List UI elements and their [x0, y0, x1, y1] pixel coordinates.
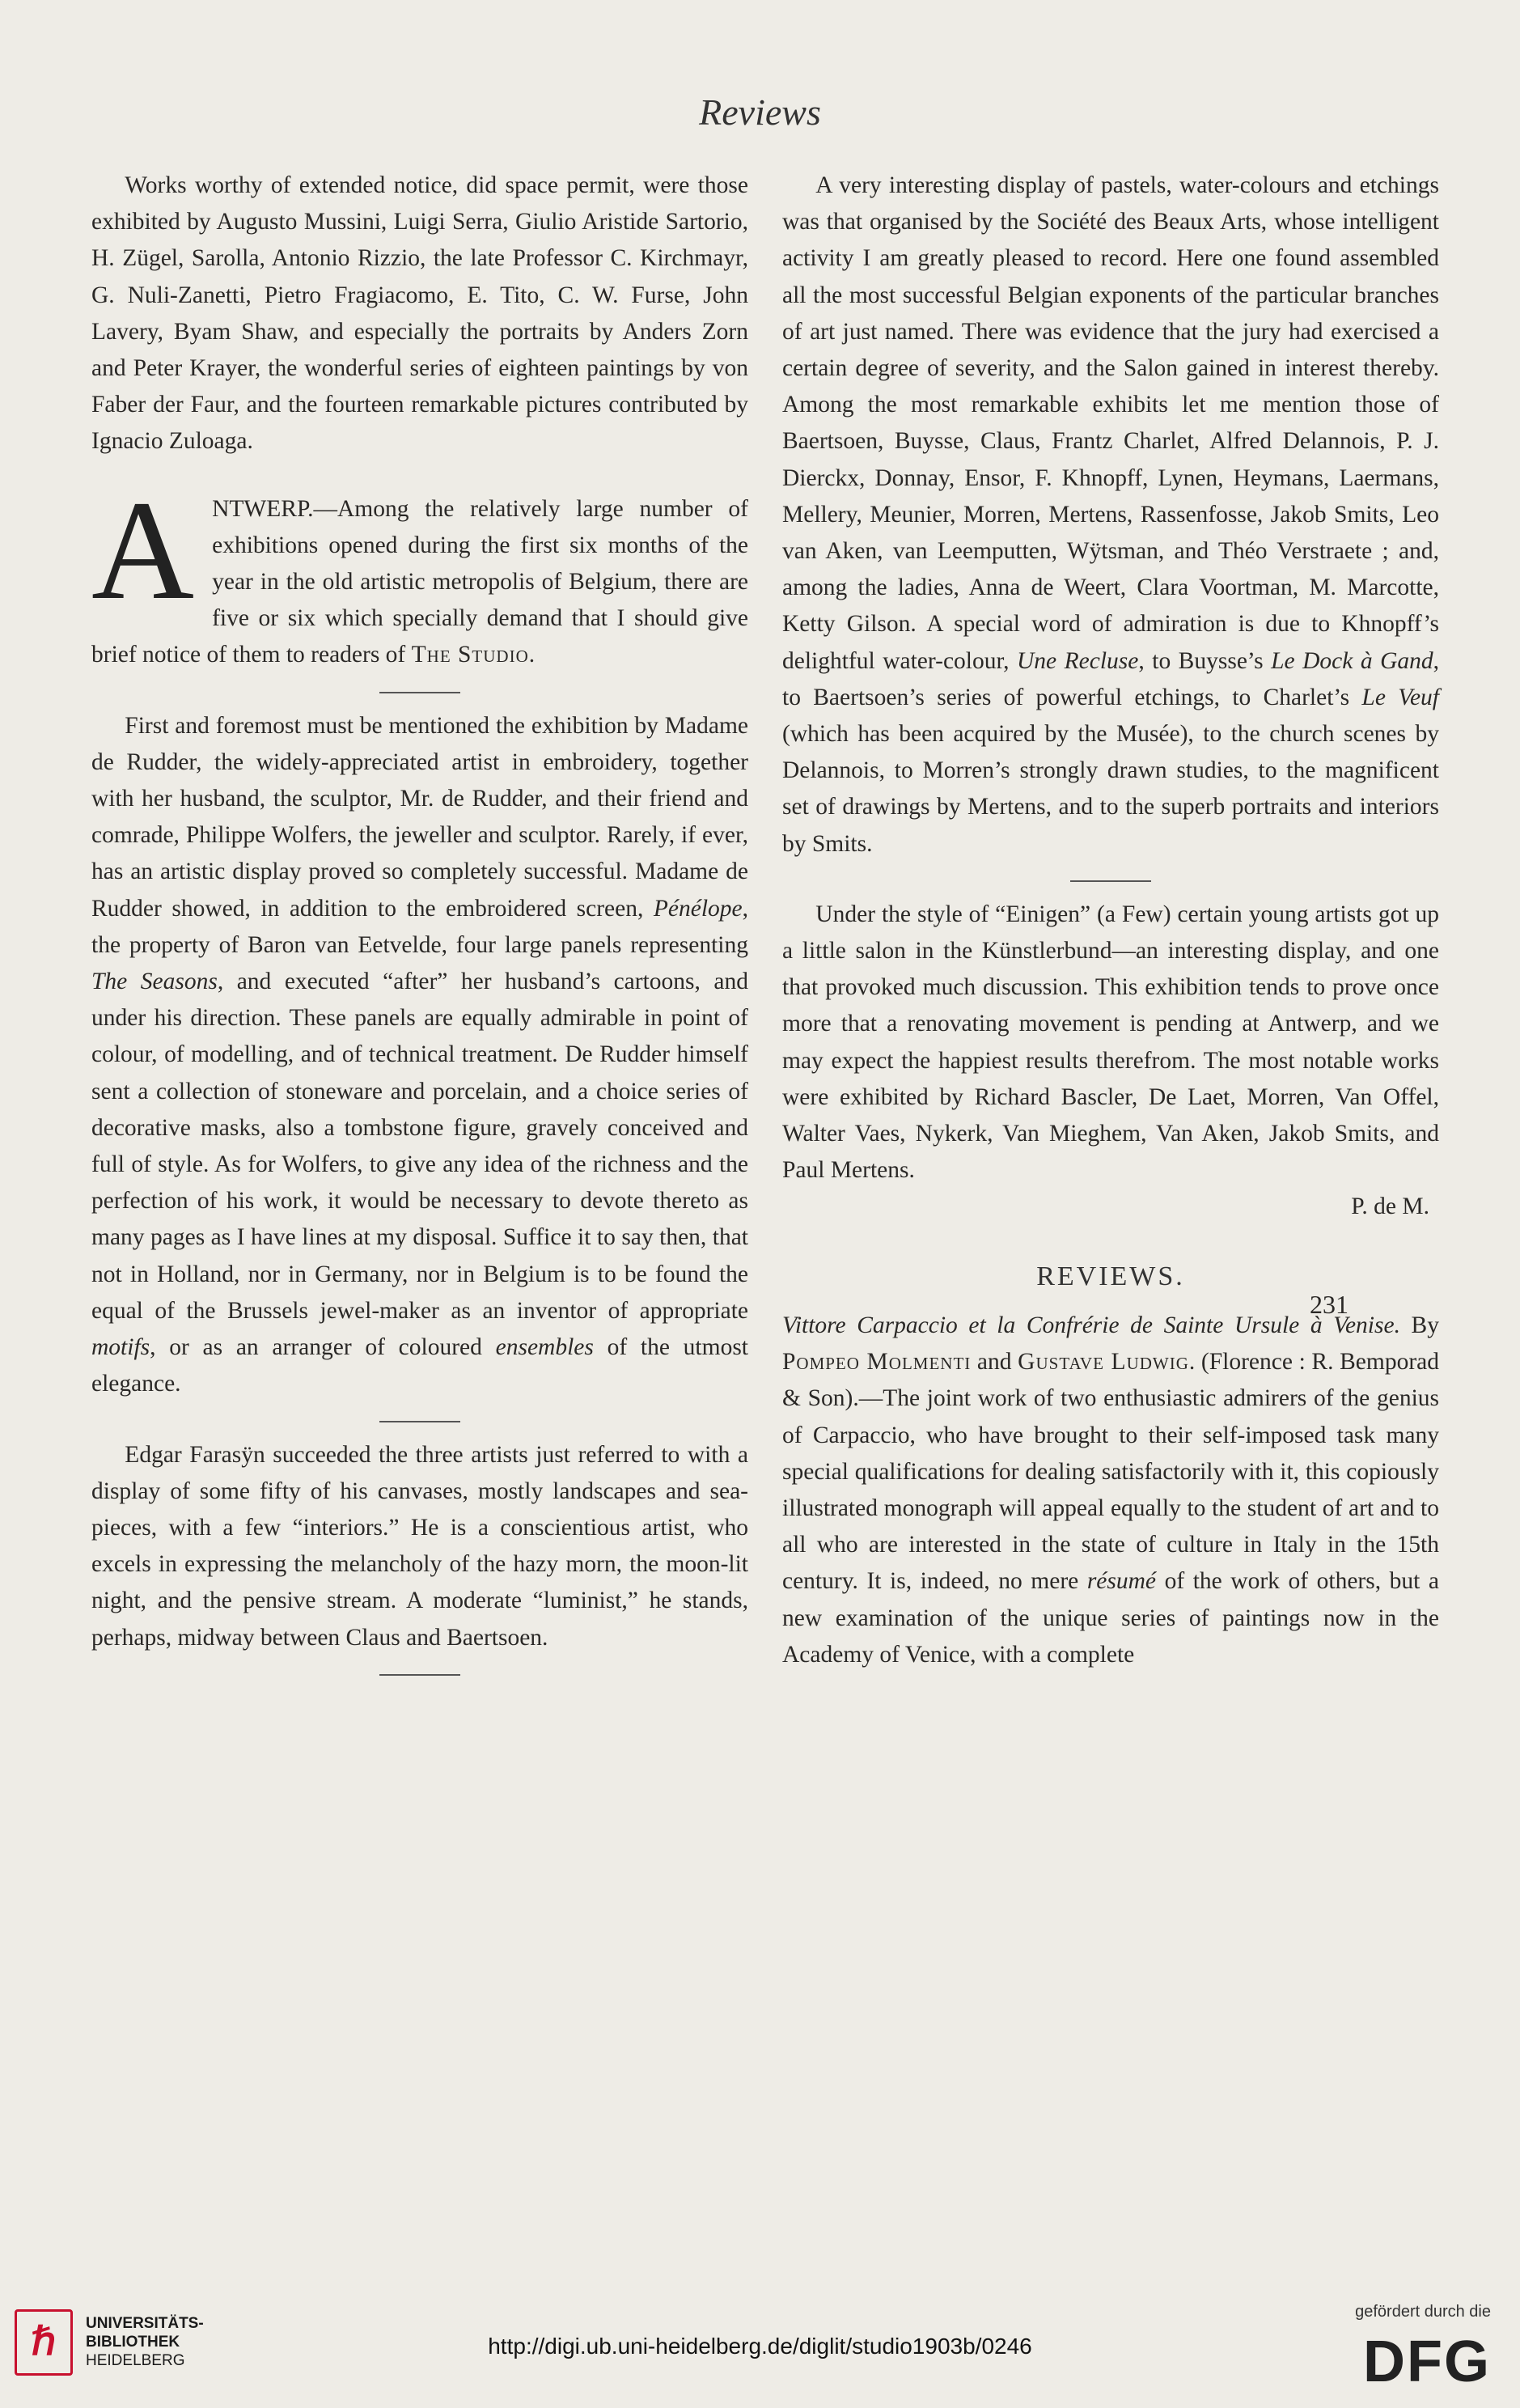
artwork-title: Pénélope [653, 895, 743, 922]
paragraph: A very interesting display of pastels, water-colours and etchings was that organised by the Société des Beaux Arts, whose intelligent activity I am greatly pleased to record. Here one found assembled all the most successful Belgian exponents of the particular branches of art just named. There was evidence that the jury had exercised a certain degree of severity, and the Salon gained in interest thereby. Among the most remarkable exhibits let me mention those of Baertsoen, Buysse, Claus, Frantz Charlet, Alfred Delannois, P. J. Dierckx, Donnay, Ensor, F. Khnopff, Lynen, Heymans, Laermans, Mellery, Meunier, Morren, Mertens, Rassenfosse, Jakob Smits, Leo van Aken, van Leemputten, Wÿtsman, and Théo Verstraete ; and, among the ladies, Anna de Weert, Clara Voortman, M. Marcotte, Ketty Gilson. A special word of admiration is due to Khnopff’s delightful water-colour, Une Recluse, to Buysse’s Le Dock à Gand, to Baertsoen’s series of powerful etchings, to Charlet’s Le Veuf (which has been acquired by the Musée), to the church scenes by Delannois, to Morren’s strongly drawn studies, to the magnificent set of drawings by Mertens, and to the superb portraits and interiors by Smits. [782, 172, 1440, 857]
section-divider [1070, 880, 1151, 882]
section-divider [379, 1674, 460, 1676]
author-name: Gustave Ludwig [1018, 1349, 1189, 1376]
permalink-url[interactable]: http://digi.ub.uni-heidelberg.de/diglit/studio1903b/0246 [488, 2334, 1032, 2359]
paragraph: Works worthy of extended notice, did space permit, were those exhibited by Augusto Mussini, Luigi Serra, Giulio Aristide Sartorio, H. Zügel, Sarolla, Antonio Rizzio, the late Professor C. Kirchmayr, G. Nuli-Zanetti, Pietro Fragiacomo, E. Tito, C. W. Furse, John Lavery, Byam Shaw, and especially the portraits by Anders Zorn and Peter Krayer, the wonderful series of eighteen paintings by von Faber der Faur, and the fourteen remarkable pictures contributed by Ignacio Zuloaga. [91, 172, 748, 455]
artwork-title: Une Recluse [1017, 647, 1139, 674]
library-emblem-icon: ℏ [15, 2309, 73, 2376]
artwork-title: Le Veuf [1361, 684, 1440, 710]
paragraph: Under the style of “Einigen” (a Few) certain young artists got up a little salon in the Künstlerbund—an interesting display, and one that provoked much discussion. This exhibition tends to prove once more that a renovating movement is pending at Antwerp, and we may expect the happiest results therefrom. The most notable works were exhibited by Richard Bascler, De Laet, Morren, Van Offel, Walter Vaes, Nykerk, Van Mieghem, Van Aken, Jakob Smits, and Paul Mertens. [782, 901, 1439, 1184]
paragraph-antwerp: ANTWERP.—Among the relatively large number of exhibitions opened during the first six months of the year in the old artistic metropolis of Belgium, there are five or six which specially demand that I should give brief notice of them to readers of The Studio. [91, 471, 748, 668]
section-heading: REVIEWS. [1036, 1261, 1185, 1291]
artwork-title: Le Dock à Gand [1271, 647, 1433, 674]
artwork-title: The Seasons [91, 969, 218, 995]
right-column [782, 167, 1439, 1673]
digitization-footer [0, 2262, 1520, 2408]
running-head: Reviews [699, 91, 821, 133]
section-divider [379, 1421, 460, 1422]
paragraph: Edgar Farasÿn succeeded the three artists just referred to with a display of some fifty of his canvases, mostly landscapes and sea-pieces, with a few “interiors.” He is a conscientious artist, who excels in expressing the melancholy of the hazy morn, the moon-lit night, and the pensive stream. A moderate “luminist,” he stands, perhaps, midway between Claus and Baertsoen. [91, 1441, 748, 1651]
dfg-logo[interactable]: DFG [1363, 2330, 1491, 2394]
page-number: 231 [1310, 1290, 1349, 1319]
author-signature: P. de M. [1351, 1193, 1429, 1220]
magazine-name: The Studio [411, 642, 529, 668]
section-divider [379, 692, 460, 693]
book-title: Vittore Carpaccio et la Confrérie de Sainte Ursule à Venise. [782, 1312, 1400, 1338]
library-name: UNIVERSITÄTS- BIBLIOTHEK HEIDELBERG [86, 2315, 204, 2369]
paragraph: First and foremost must be mentioned the exhibition by Madame de Rudder, the widely-appreciated artist in embroidery, together with her husband, the sculptor, Mr. de Rudder, and their friend and comrade, Philippe Wolfers, the jeweller and sculptor. Rarely, if ever, has an artistic display proved so completely successful. Madame de Rudder showed, in addition to the embroidered screen, Pénélope, the property of Baron van Eetvelde, four large panels representing The Seasons, and executed “after” her husband’s cartoons, and under his direction. These panels are equally admirable in point of colour, of modelling, and of technical treatment. De Rudder himself sent a collection of stoneware and porcelain, and a choice series of decorative masks, also a tombstone figure, gravely conceived and full of style. As for Wolfers, to give any idea of the richness and the perfection of his work, it would be necessary to devote thereto as many pages as I have lines at my disposal. Suffice it to say then, that not in Holland, nor in Germany, nor in Belgium is to be found the equal of the Brussels jewel-maker as an inventor of appropriate motifs, or as an arranger of coloured ensembles of the utmost elegance. [91, 712, 748, 1397]
author-name: Pompeo Molmenti [782, 1349, 972, 1376]
review-paragraph: Vittore Carpaccio et la Confrérie de Sainte Ursule à Venise. By Pompeo Molmenti and Gustave Ludwig. (Florence : R. Bemporad & Son).—The joint work of two enthusiastic admirers of the genius of Carpaccio, who have brought to their self-imposed task many special qualifications for dealing satisfactorily with it, this copiously illustrated monograph will appeal equally to the student of art and to all who are interested in the state of culture in Italy in the 15th century. It is, indeed, no mere résumé of the work of others, but a new examination of the unique series of paintings now in the Academy of Venice, with a complete [782, 1312, 1440, 1668]
left-column [91, 167, 748, 1690]
funding-caption: gefördert durch die [1355, 2303, 1491, 2321]
drop-cap: A [91, 471, 195, 630]
